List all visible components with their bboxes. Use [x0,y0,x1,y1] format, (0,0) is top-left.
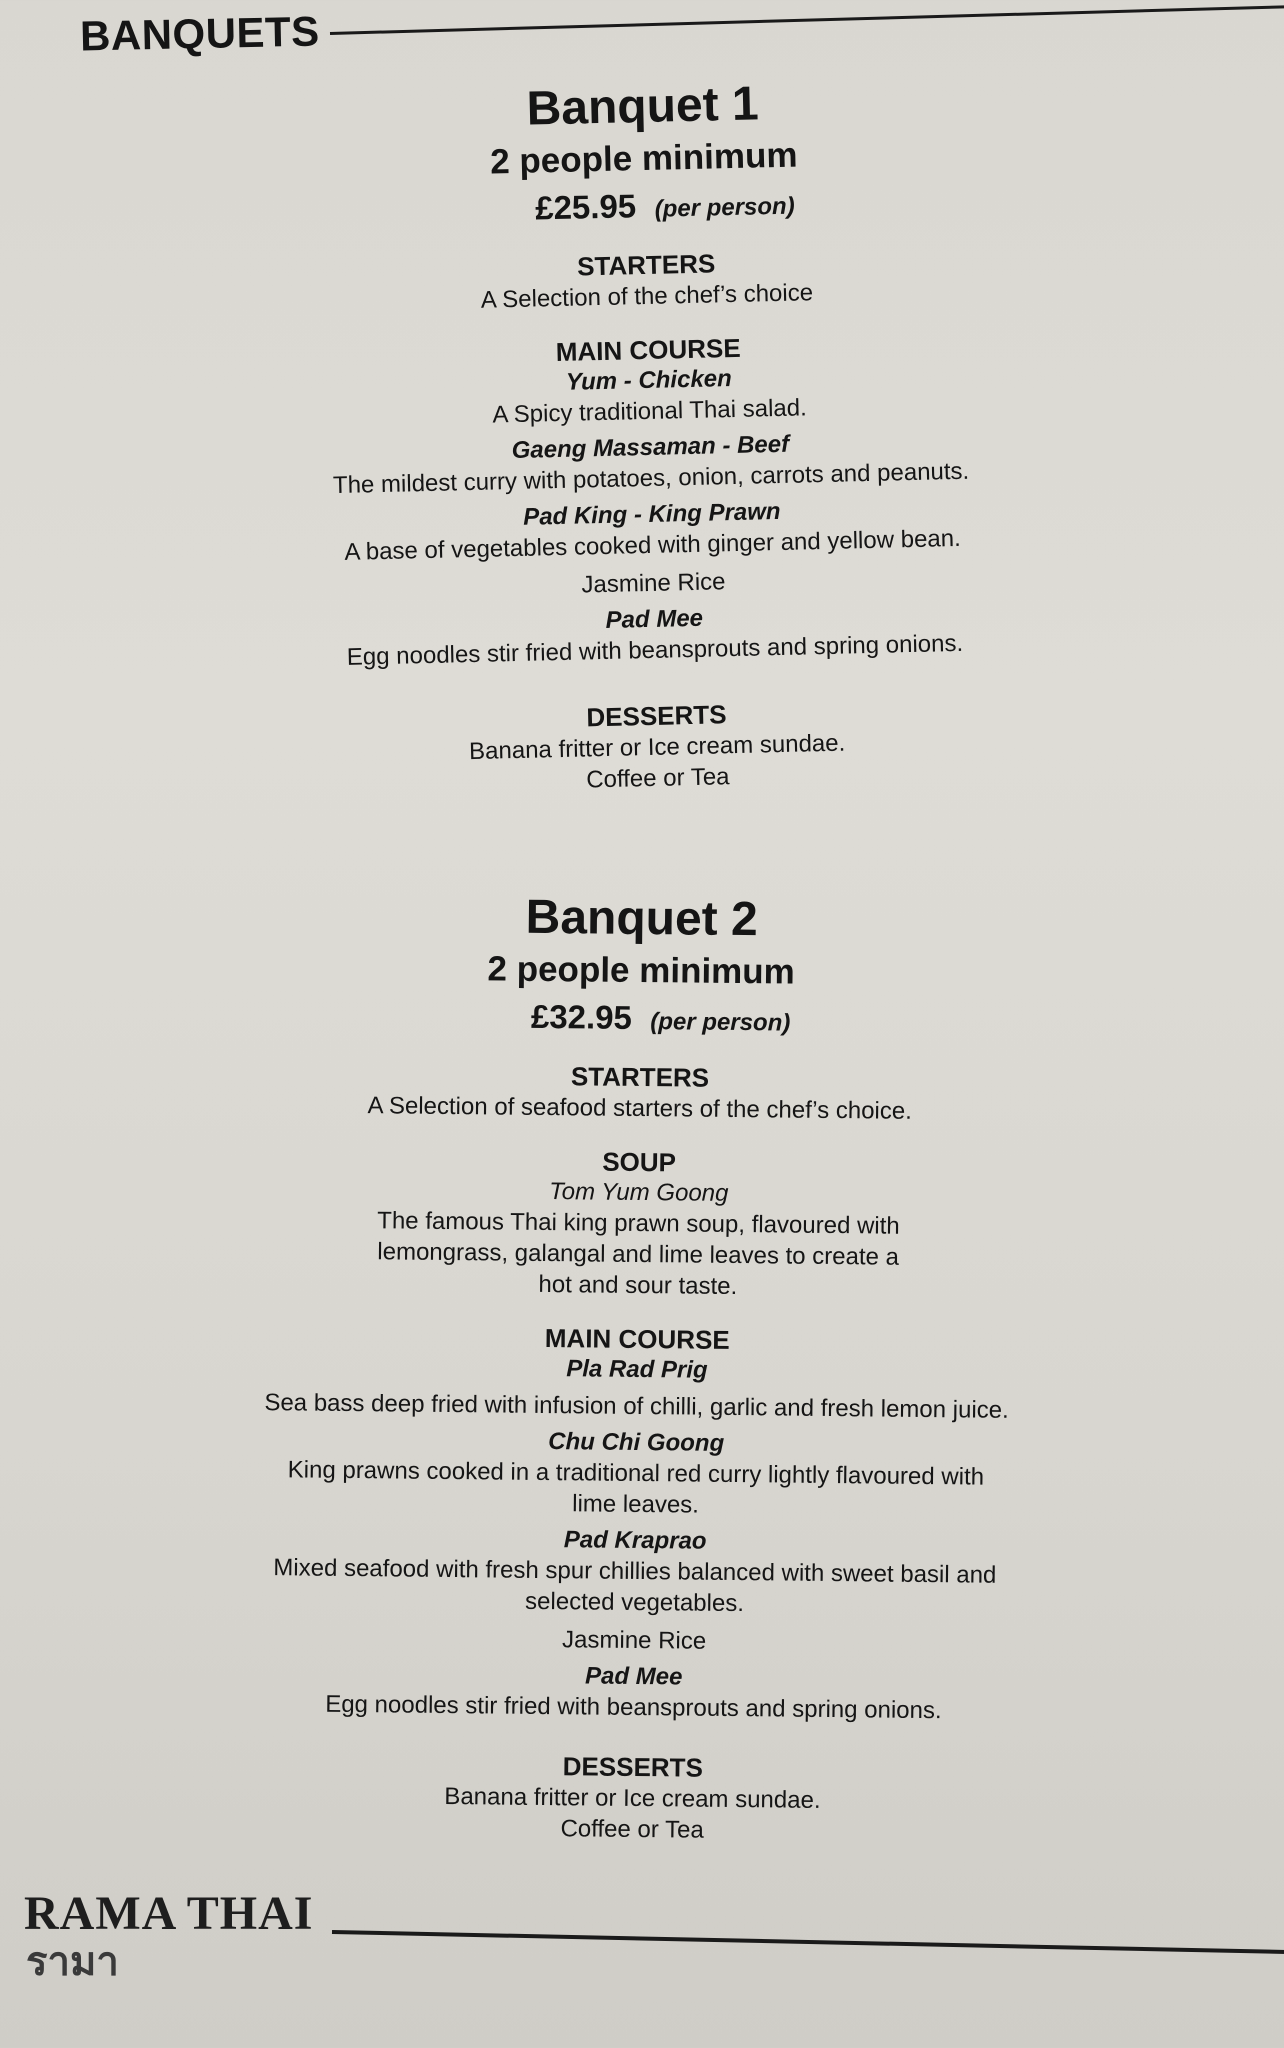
banquet-2-noodle-desc: Egg noodles stir fried with beansprouts and spring onions. [325,1690,942,1725]
banquet-1-noodle-desc: Egg noodles stir fried with beansprouts and spring onions. [346,629,964,671]
dish-name: Gaeng Massaman - Beef [511,430,790,465]
banquet-1-main-heading: MAIN COURSE [555,332,741,368]
banquet-2-starters-desc: A Selection of seafood starters of the chef’s choice. [367,1092,912,1125]
dish-name: Yum - Chicken [565,365,733,396]
dish-desc: A base of vegetables cooked with ginger and yellow bean. [344,524,962,566]
page-title: BANQUETS [79,7,321,60]
banquet-1-desserts-heading: DESSERTS [586,699,727,733]
rama-thai-logo [24,1888,313,1984]
banquet-1-section [0,63,1284,808]
banquet-2-minimum: 2 people minimum [487,949,795,992]
top-rule [330,5,1284,35]
dish-name: Chu Chi Goong [548,1428,725,1457]
banquet-2-price: £32.95 [530,997,633,1036]
banquet-2-title: Banquet 2 [525,890,758,947]
banquet-1-title: Banquet 1 [526,77,760,136]
banquet-2-desserts-line-1: Banana fritter or Ice cream sundae. [444,1782,821,1814]
banquet-1-price: £25.95 [534,187,637,227]
dish-name: Pad Kraprao [563,1526,707,1555]
dish-name: Pad King - King Prawn [522,497,781,531]
banquet-2-desserts-heading: DESSERTS [562,1751,704,1783]
banquet-2-desserts-line-2: Coffee or Tea [560,1815,704,1844]
banquet-1-per-person: (per person) [654,192,795,223]
dish-desc: A Spicy traditional Thai salad. [492,394,808,429]
dish-desc: King prawns cooked in a traditional red curry lightly flavoured with lime leaves. [287,1456,985,1519]
banquet-2-dish-item [0,1519,1277,1624]
banquet-2-dish-item [0,1421,1278,1526]
logo-thai-script: รามา [26,1939,119,1985]
banquet-2-main-heading: MAIN COURSE [544,1323,730,1355]
banquet-2-starters-heading: STARTERS [570,1061,710,1093]
banquet-2-soup-name: Tom Yum Goong [549,1178,729,1207]
banquet-2-price-row [0,989,1283,1053]
banquet-1-starters-heading: STARTERS [576,248,716,282]
banquet-1-desserts-line-1: Banana fritter or Ice cream sundae. [468,729,846,766]
banquet-1-starters-desc: A Selection of the chef’s choice [480,279,814,314]
banquet-2-dish-item [0,1348,1279,1428]
bottom-rule [332,1930,1284,1954]
dish-name: Pla Rad Prig [566,1355,708,1384]
banquet-2-soup-desc: The famous Thai king prawn soup, flavoured with lemongrass, galangal and lime leaves to create a hot and sour taste. [377,1207,900,1301]
banquet-1-rice: Jasmine Rice [581,568,726,599]
dish-desc: Sea bass deep fried with infusion of chilli, garlic and fresh lemon juice. [264,1389,1009,1424]
banquet-1-desserts-line-2: Coffee or Tea [585,763,730,794]
banquet-2-rice: Jasmine Rice [561,1626,707,1655]
dish-desc: Mixed seafood with fresh spur chillies balanced with sweet basil and selected vegetables. [273,1554,997,1618]
banquet-2-noodle-name: Pad Mee [584,1662,683,1691]
logo-name: RAMA THAI [24,1887,314,1940]
banquet-2-per-person: (per person) [650,1008,791,1037]
banquet-2-section [0,883,1284,1851]
banquet-2-soup-heading: SOUP [602,1146,677,1178]
banquet-1-minimum: 2 people minimum [489,135,798,182]
banquet-1-noodle-name: Pad Mee [605,604,704,634]
dish-desc: The mildest curry with potatoes, onion, carrots and peanuts. [332,457,970,500]
